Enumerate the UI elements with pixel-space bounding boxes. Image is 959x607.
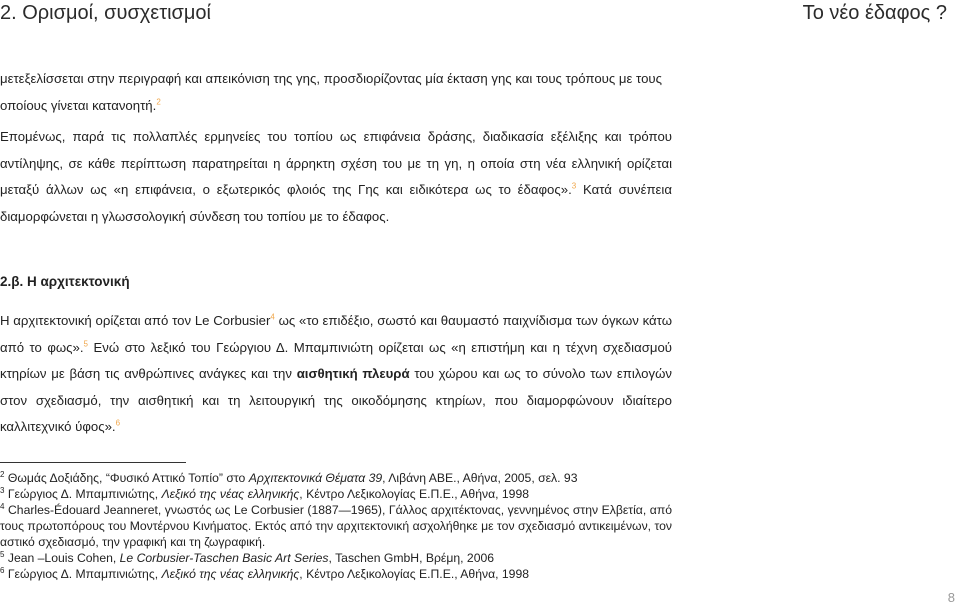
slide-header bbox=[0, 2, 959, 30]
footnote-6 bbox=[0, 566, 672, 582]
landscape-text-part-1: Επομένως, παρά τις πολλαπλές ερμηνείες του τοπίου ως επιφάνεια δράσης, διαδικασία εξέλιξης και τρόπου αντίληψης, σε κάθε περίπτωση παρατηρείται η άρρηκτη σχέση του με τη γη, η οποία στη νέα ελληνική ορίζεται μεταξύ άλλων ως «η επιφάνεια, ο εξωτερικός φλοιός της Γης και ειδικότερα ως το έδαφος». bbox=[0, 129, 672, 197]
footnote-ref-4[interactable]: 4 bbox=[270, 312, 275, 322]
footnote-ref-5[interactable]: 5 bbox=[83, 339, 88, 349]
page-number: 8 bbox=[947, 590, 955, 605]
section-heading: 2.β. Η αρχιτεκτονική bbox=[0, 274, 130, 289]
footnote-3-text-a: Γεώργιος Δ. Μπαμπινιώτης, bbox=[7, 487, 159, 501]
footnote-5-title: Le Corbusier-Taschen Basic Art Series bbox=[119, 551, 329, 565]
intro-line-2: οποίους γίνεται κατανοητή. bbox=[0, 97, 157, 113]
footnote-2 bbox=[0, 470, 672, 486]
landscape-text-part-2: Κατά συνέπεια διαμορφώνεται η γλωσσολογική σύνδεση του τοπίου με το έδαφος. bbox=[0, 182, 672, 224]
footnote-6-text-a: Γεώργιος Δ. Μπαμπινιώτης, bbox=[7, 567, 159, 581]
chapter-title: 2. Ορισμοί, συσχετισμοί bbox=[0, 2, 211, 24]
footnote-2-title: Αρχιτεκτονικά Θέματα 39 bbox=[248, 471, 383, 485]
architecture-text-part-4: του χώρου και ως το σύνολο των επιλογών στον σχεδιασμό, την αισθητική και τη λειτουργική της οικοδόμησης κτηρίων, που διαμορφώνουν ιδιαίτερο καλλιτεχνικό ύφος». bbox=[0, 366, 673, 434]
footnote-2-text-a: Θωμάς Δοξιάδης, “Φυσικό Αττικό Τοπίο” στο bbox=[7, 471, 246, 485]
footnote-4 bbox=[0, 502, 672, 551]
architecture-text-part-3: Ενώ στο λεξικό του Γεώργιου Δ. Μπαμπινιώτη ορίζεται ως «η επιστήμη και η τέχνη σχεδιασμού κτηρίων με βάση τις ανθρώπινες ανάγκες και την bbox=[0, 339, 672, 381]
footnote-3 bbox=[0, 486, 672, 502]
architecture-text-part-2: ως «το επιδέξιο, σωστό και θαυμαστό παιχνίδισμα των όγκων κάτω από το φως». bbox=[0, 313, 672, 355]
footnote-ref-3[interactable]: 3 bbox=[571, 181, 577, 191]
footnote-6-number: 6 bbox=[0, 565, 5, 575]
footnote-3-text-b: , Κέντρο Λεξικολογίας Ε.Π.Ε., Αθήνα, 1998 bbox=[299, 487, 530, 501]
landscape-paragraph bbox=[0, 124, 672, 230]
footnote-ref-2[interactable]: 2 bbox=[156, 97, 161, 107]
footnote-5-text-a: Jean –Louis Cohen, bbox=[7, 551, 117, 565]
footnote-2-number: 2 bbox=[0, 469, 5, 479]
footnote-ref-6[interactable]: 6 bbox=[115, 418, 121, 428]
footnote-6-title: Λεξικό της νέας ελληνικής bbox=[161, 567, 300, 581]
footnote-5 bbox=[0, 550, 672, 566]
architecture-text-part-1: Η αρχιτεκτονική ορίζεται από τον Le Corbusier bbox=[0, 313, 271, 328]
footnote-5-number: 5 bbox=[0, 549, 5, 559]
footnote-4-number: 4 bbox=[0, 501, 5, 511]
intro-line-1: μετεξελίσσεται στην περιγραφή και απεικόνιση της γης, προσδιορίζοντας μία έκταση γης και τους τρόπους με τους bbox=[0, 71, 662, 86]
intro-paragraph bbox=[0, 66, 672, 119]
footnote-6-text-b: , Κέντρο Λεξικολογίας Ε.Π.Ε., Αθήνα, 1998 bbox=[299, 567, 530, 581]
emphasis-aesthetic-side: αισθητική πλευρά bbox=[296, 366, 410, 381]
footnote-5-text-b: , Taschen GmbH, Βρέμη, 2006 bbox=[328, 551, 495, 565]
footnote-4-text: Charles-Édouard Jeanneret, γνωστός ως Le Corbusier (1887—1965), Γάλλος αρχιτέκτονας, γεννημένος στην Ελβετία, από τους πρωτοπόρους του Μοντέρνου Κινήματος. Εκτός από την αρχιτεκτονική ασχολήθηκε με τον σχεδιασμό αντικειμένων, τον αστικό σχεδιασμό, την γραφική και τη ζωγραφική. bbox=[0, 503, 672, 550]
section-title: Το νέο έδαφος ? bbox=[802, 2, 947, 24]
footnote-separator bbox=[0, 462, 186, 463]
footnote-3-number: 3 bbox=[0, 485, 5, 495]
footnote-3-title: Λεξικό της νέας ελληνικής bbox=[161, 487, 300, 501]
footnote-2-text-b: , Λιβάνη ΑΒΕ., Αθήνα, 2005, σελ. 93 bbox=[382, 471, 578, 485]
architecture-paragraph bbox=[0, 308, 672, 441]
